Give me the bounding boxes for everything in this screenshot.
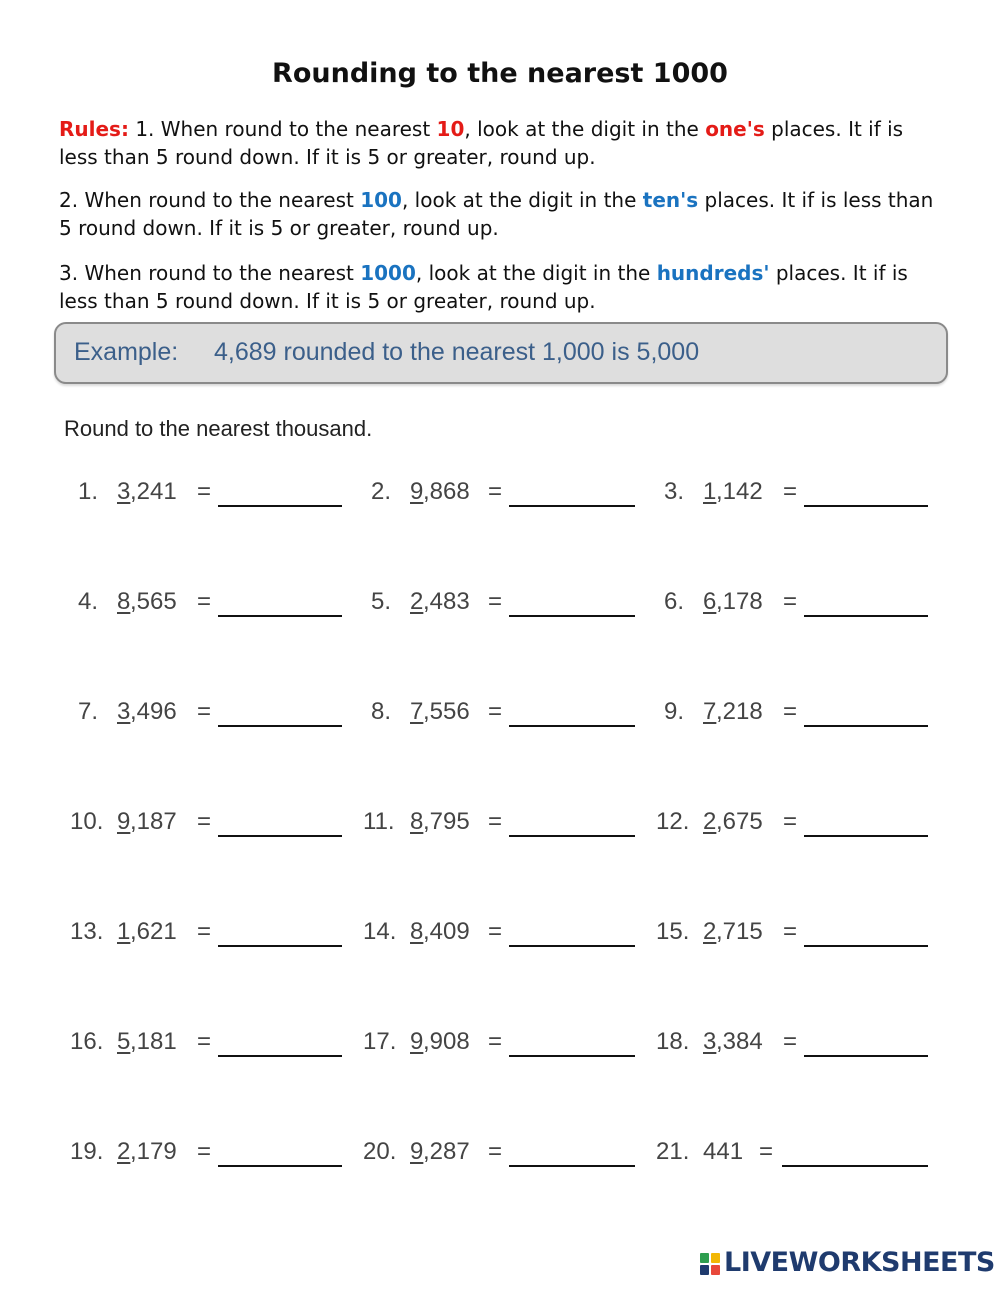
problem-19	[70, 1138, 360, 1178]
number-rest: ,218	[716, 698, 763, 725]
answer-blank[interactable]	[804, 725, 928, 727]
equals-sign: =	[197, 478, 212, 505]
problem-number: 8.	[371, 698, 392, 725]
problem-number: 19.	[70, 1138, 104, 1165]
equals-sign: =	[197, 808, 212, 835]
problem-number: 13.	[70, 918, 104, 945]
equals-sign: =	[197, 1138, 212, 1165]
thousands-digit: 8	[410, 918, 424, 945]
number-rest: 441	[703, 1138, 744, 1165]
rule-2-number: 100	[360, 188, 402, 212]
number-rest: ,241	[130, 478, 177, 505]
answer-blank[interactable]	[509, 615, 635, 617]
rule-3-number: 1000	[360, 261, 416, 285]
thousands-digit: 3	[117, 698, 131, 725]
number-rest: ,556	[423, 698, 470, 725]
answer-blank[interactable]	[509, 835, 635, 837]
rule-3	[59, 259, 939, 315]
problem-18	[656, 1028, 946, 1068]
problem-number: 7.	[78, 698, 99, 725]
answer-blank[interactable]	[218, 725, 342, 727]
answer-blank[interactable]	[218, 505, 342, 507]
rule-3-place: hundreds'	[656, 261, 770, 285]
rule-2-place: ten's	[642, 188, 699, 212]
equals-sign: =	[197, 918, 212, 945]
number-rest: ,384	[716, 1028, 763, 1055]
problem-number: 2.	[371, 478, 392, 505]
thousands-digit: 1	[117, 918, 131, 945]
problem-16	[70, 1028, 360, 1068]
rule-1	[59, 115, 939, 171]
problem-2	[363, 478, 653, 518]
equals-sign: =	[197, 1028, 212, 1055]
answer-blank[interactable]	[509, 1055, 635, 1057]
number-rest: ,908	[423, 1028, 470, 1055]
problem-6	[656, 588, 946, 628]
rule-2	[59, 186, 939, 242]
equals-sign: =	[488, 588, 503, 615]
number-rest: ,715	[716, 918, 763, 945]
thousands-digit: 6	[703, 588, 717, 615]
problem-number: 6.	[664, 588, 685, 615]
thousands-digit: 5	[117, 1028, 131, 1055]
problem-number: 10.	[70, 808, 104, 835]
number-rest: ,868	[423, 478, 470, 505]
equals-sign: =	[783, 698, 798, 725]
equals-sign: =	[759, 1138, 774, 1165]
answer-blank[interactable]	[509, 945, 635, 947]
answer-blank[interactable]	[218, 1055, 342, 1057]
problem-8	[363, 698, 653, 738]
rule-2-text-b: , look at the digit in the	[401, 188, 643, 212]
number-rest: ,181	[130, 1028, 177, 1055]
rule-2-text-c: places. It if is less than 5 round down. If it is 5 or greater, round up.	[59, 188, 934, 240]
liveworksheets-logo-icon	[700, 1253, 720, 1275]
example-box	[54, 322, 948, 384]
problem-7	[70, 698, 360, 738]
instruction-text: Round to the nearest thousand.	[64, 416, 373, 441]
problem-number: 5.	[371, 588, 392, 615]
thousands-digit: 9	[410, 478, 424, 505]
problem-number: 15.	[656, 918, 690, 945]
equals-sign: =	[783, 588, 798, 615]
answer-blank[interactable]	[782, 1165, 928, 1167]
number-rest: ,287	[423, 1138, 470, 1165]
thousands-digit: 8	[410, 808, 424, 835]
equals-sign: =	[488, 918, 503, 945]
problem-number: 4.	[78, 588, 99, 615]
equals-sign: =	[488, 698, 503, 725]
answer-blank[interactable]	[804, 505, 928, 507]
thousands-digit: 9	[410, 1138, 424, 1165]
problem-number: 14.	[363, 918, 397, 945]
thousands-digit: 9	[117, 808, 131, 835]
rule-3-text-c: places. It if is less than 5 round down. If it is 5 or greater, round up.	[59, 261, 908, 313]
number-rest: ,178	[716, 588, 763, 615]
problem-21	[656, 1138, 946, 1178]
equals-sign: =	[488, 478, 503, 505]
thousands-digit: 2	[703, 918, 717, 945]
problem-10	[70, 808, 360, 848]
rules-label: Rules:	[59, 117, 129, 141]
number-rest: ,187	[130, 808, 177, 835]
thousands-digit: 9	[410, 1028, 424, 1055]
number-rest: ,565	[130, 588, 177, 615]
problem-20	[363, 1138, 653, 1178]
thousands-digit: 7	[703, 698, 717, 725]
problem-number: 21.	[656, 1138, 690, 1165]
number-rest: ,409	[423, 918, 470, 945]
thousands-digit: 1	[703, 478, 717, 505]
equals-sign: =	[488, 1138, 503, 1165]
problem-12	[656, 808, 946, 848]
answer-blank[interactable]	[804, 615, 928, 617]
equals-sign: =	[197, 588, 212, 615]
number-rest: ,483	[423, 588, 470, 615]
liveworksheets-logo	[700, 1247, 995, 1279]
problem-number: 9.	[664, 698, 685, 725]
answer-blank[interactable]	[509, 505, 635, 507]
problem-15	[656, 918, 946, 958]
answer-blank[interactable]	[804, 945, 928, 947]
thousands-digit: 7	[410, 698, 424, 725]
equals-sign: =	[197, 698, 212, 725]
rule-1-text-b: , look at the digit in the	[464, 117, 706, 141]
rule-2-text-a: 2. When round to the nearest	[59, 188, 361, 212]
equals-sign: =	[783, 1028, 798, 1055]
equals-sign: =	[488, 1028, 503, 1055]
problem-number: 12.	[656, 808, 690, 835]
rule-1-number: 10	[436, 117, 465, 141]
thousands-digit: 8	[117, 588, 131, 615]
thousands-digit: 2	[703, 808, 717, 835]
example-text: 4,689 rounded to the nearest 1,000 is 5,000	[214, 338, 700, 366]
number-rest: ,795	[423, 808, 470, 835]
answer-blank[interactable]	[509, 1165, 635, 1167]
answer-blank[interactable]	[218, 1165, 342, 1167]
problem-number: 3.	[664, 478, 685, 505]
number-rest: ,675	[716, 808, 763, 835]
problem-5	[363, 588, 653, 628]
answer-blank[interactable]	[804, 835, 928, 837]
rule-3-text-b: , look at the digit in the	[415, 261, 657, 285]
equals-sign: =	[783, 918, 798, 945]
equals-sign: =	[488, 808, 503, 835]
thousands-digit: 2	[410, 588, 424, 615]
problem-17	[363, 1028, 653, 1068]
number-rest: ,621	[130, 918, 177, 945]
problem-number: 11.	[363, 808, 395, 835]
equals-sign: =	[783, 808, 798, 835]
liveworksheets-logo-text: LIVEWORKSHEETS	[724, 1247, 995, 1278]
worksheet-title: Rounding to the nearest 1000	[272, 58, 728, 89]
example-label: Example:	[74, 338, 179, 366]
equals-sign: =	[783, 478, 798, 505]
answer-blank[interactable]	[509, 725, 635, 727]
problem-number: 18.	[656, 1028, 690, 1055]
answer-blank[interactable]	[804, 1055, 928, 1057]
answer-blank[interactable]	[218, 945, 342, 947]
problem-number: 1.	[78, 478, 99, 505]
rule-1-text-c: places. It if is less than 5 round down. If it is 5 or greater, round up.	[59, 117, 904, 169]
problem-13	[70, 918, 360, 958]
problem-number: 16.	[70, 1028, 104, 1055]
thousands-digit: 2	[117, 1138, 131, 1165]
number-rest: ,179	[130, 1138, 177, 1165]
answer-blank[interactable]	[218, 615, 342, 617]
thousands-digit: 3	[703, 1028, 717, 1055]
thousands-digit: 3	[117, 478, 131, 505]
rule-3-text-a: 3. When round to the nearest	[59, 261, 361, 285]
problem-9	[656, 698, 946, 738]
problem-11	[363, 808, 653, 848]
problem-number: 17.	[363, 1028, 397, 1055]
rule-1-text-a: 1. When round to the nearest	[128, 117, 437, 141]
problem-number: 20.	[363, 1138, 397, 1165]
problem-1	[70, 478, 360, 518]
problem-3	[656, 478, 946, 518]
problem-14	[363, 918, 653, 958]
rule-1-place: one's	[705, 117, 765, 141]
number-rest: ,142	[716, 478, 763, 505]
number-rest: ,496	[130, 698, 177, 725]
problem-4	[70, 588, 360, 628]
answer-blank[interactable]	[218, 835, 342, 837]
